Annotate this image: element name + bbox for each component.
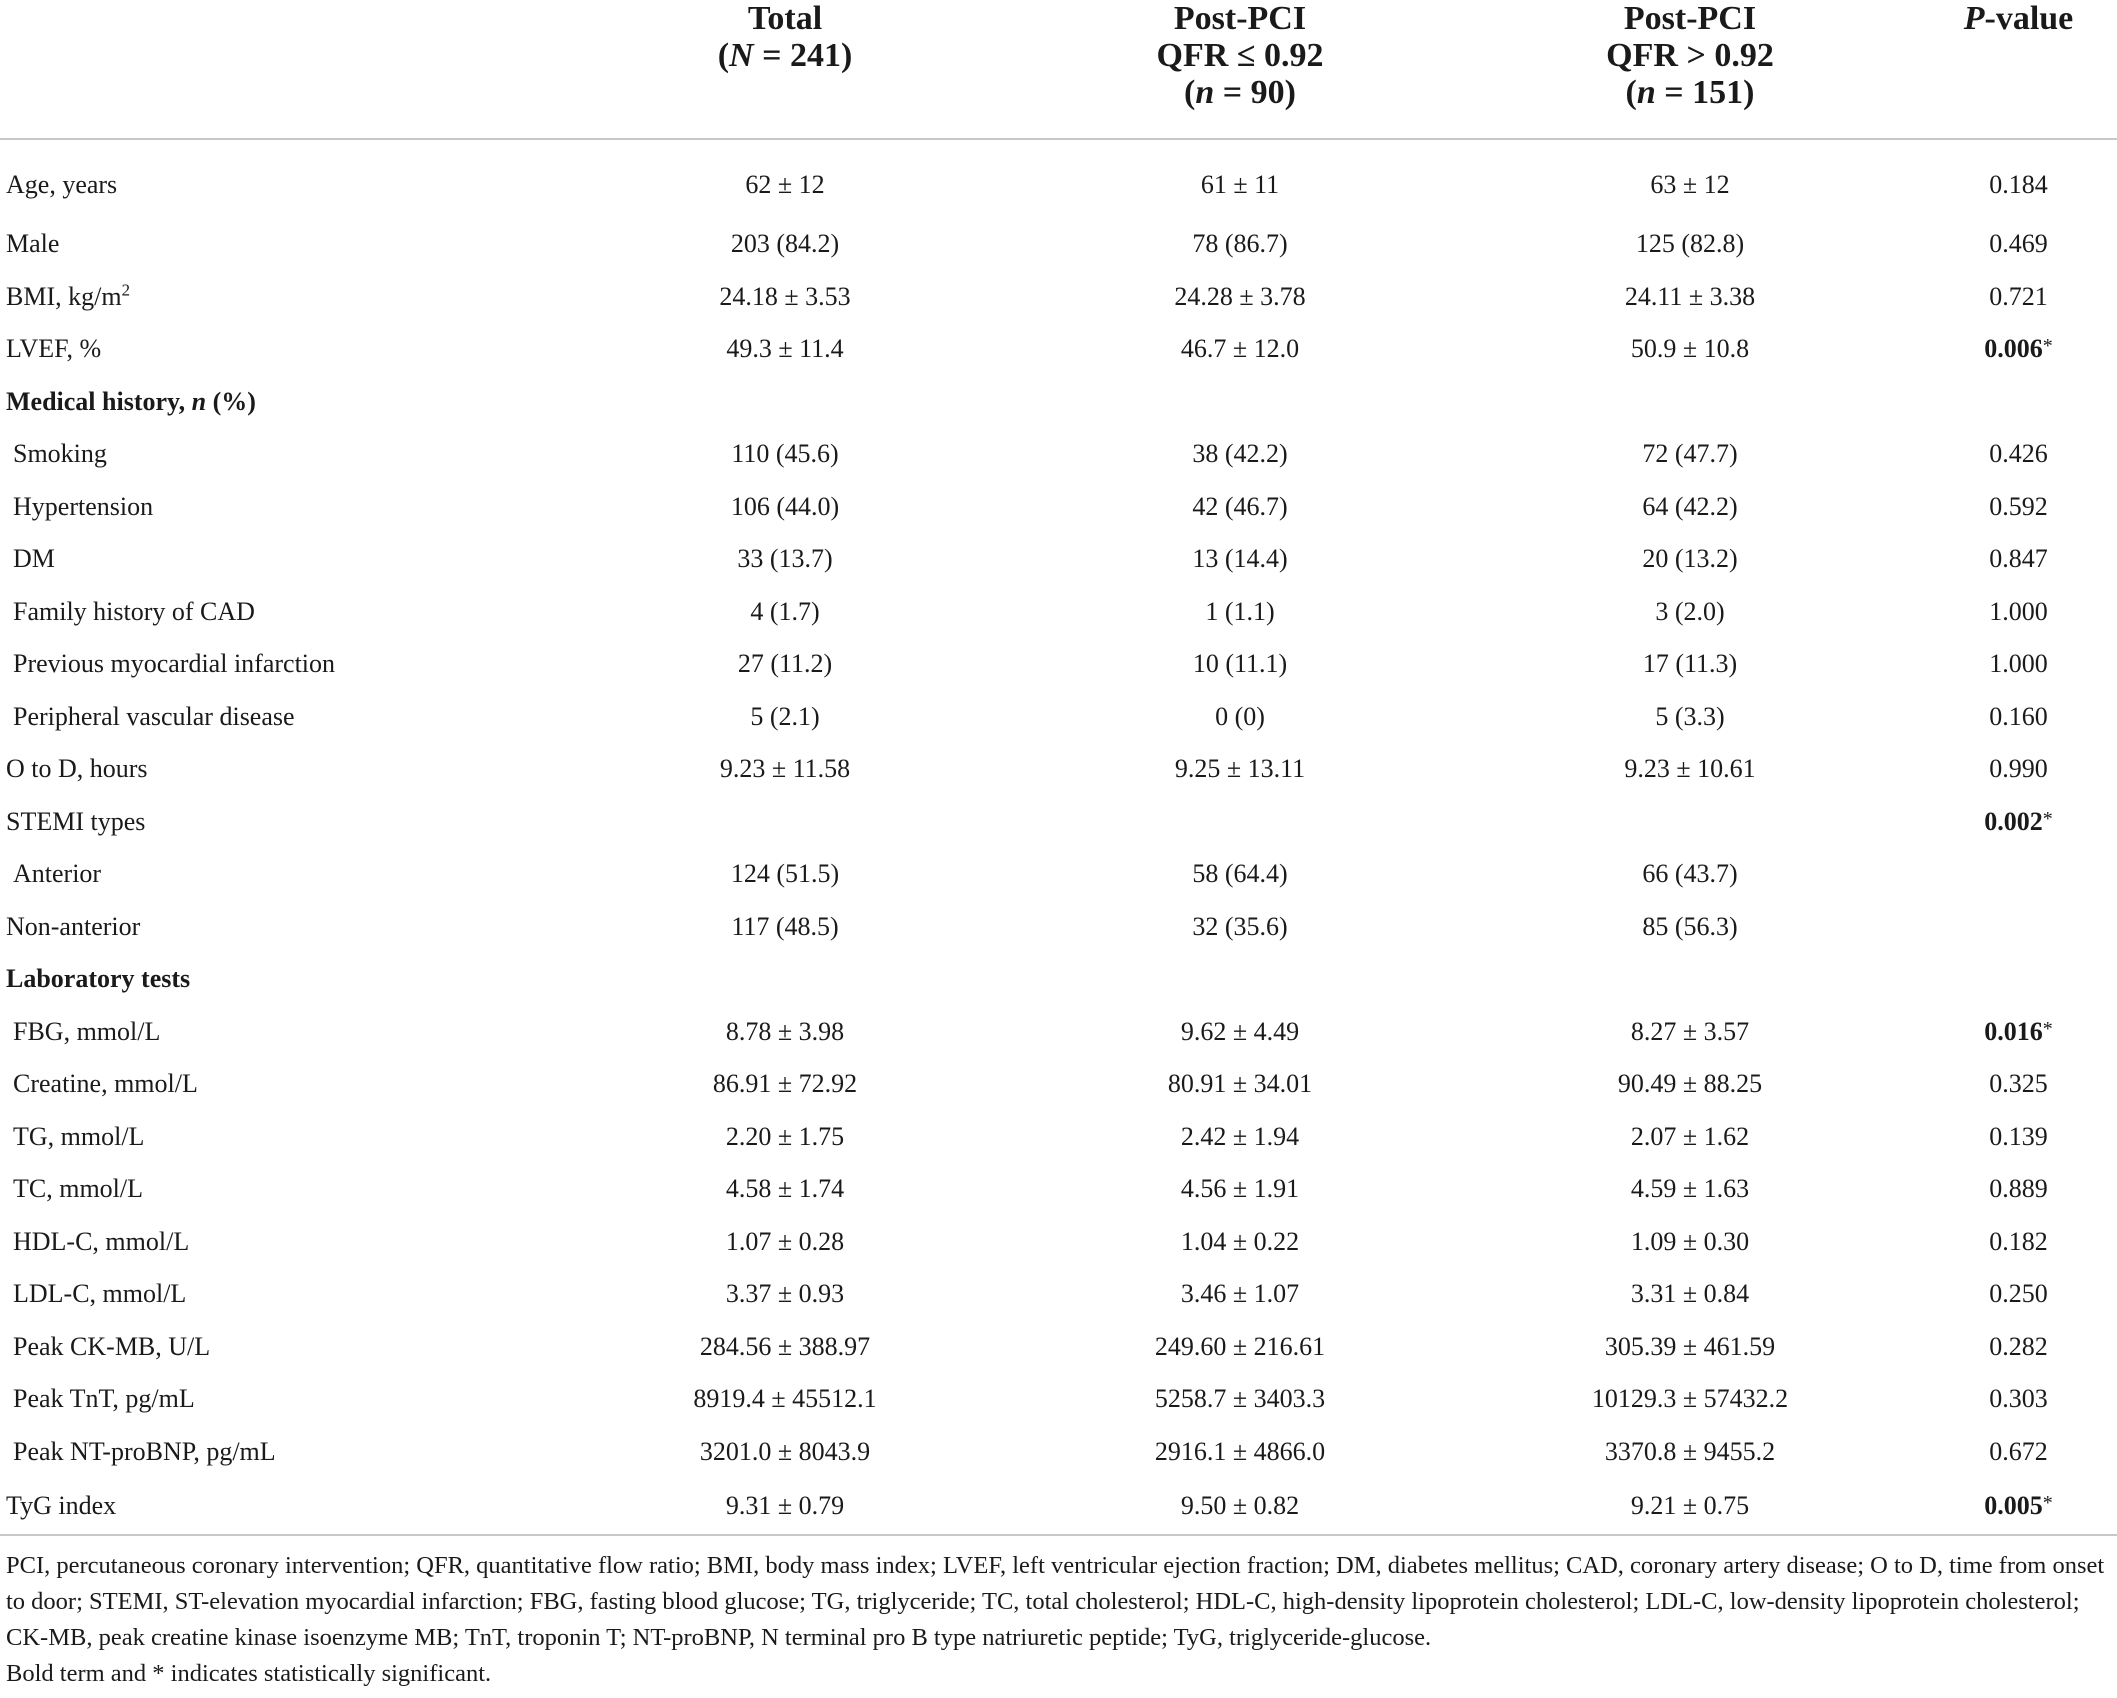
cell-qfr-high: 66 (43.7) — [1642, 859, 1738, 889]
cell-total: 33 (13.7) — [737, 544, 833, 574]
cell-qfr-high: 2.07 ± 1.62 — [1630, 1121, 1750, 1151]
cell-total: 8919.4 ± 45512.1 — [693, 1384, 877, 1414]
cell-p-value — [1920, 586, 2117, 639]
row-label-text: TyG index — [6, 1491, 117, 1520]
cell-p-value — [1920, 481, 2117, 534]
table-row — [0, 271, 2117, 324]
header-line: (n = 90) — [1184, 74, 1296, 111]
cell-total: 284.56 ± 388.97 — [699, 1331, 871, 1361]
header-row — [0, 0, 2117, 139]
p-value-text: 0.889 — [1989, 1174, 2048, 1204]
cell-total: 27 (11.2) — [737, 649, 833, 679]
table-row — [0, 1216, 2117, 1269]
cell-p-value — [1920, 1373, 2117, 1426]
cell-qfr-low: 61 ± 11 — [1200, 170, 1280, 199]
table-row — [0, 1006, 2117, 1059]
row-label-text: Medical history, n (%) — [6, 386, 256, 416]
cell-total: 5 (2.1) — [750, 701, 820, 731]
cell-total: 9.23 ± 11.58 — [719, 754, 851, 784]
p-value-text: 0.006 — [1984, 334, 2043, 364]
p-value-text: 0.303 — [1989, 1384, 2048, 1414]
table-row — [0, 1163, 2117, 1216]
cell-qfr-low: 80.91 ± 34.01 — [1167, 1069, 1313, 1099]
cell-qfr-high — [1460, 953, 1920, 1006]
cell-qfr-high: 64 (42.2) — [1642, 491, 1738, 521]
cell-qfr-high: 3370.8 ± 9455.2 — [1604, 1436, 1776, 1466]
row-label-text: Peak CK-MB, U/L — [13, 1331, 211, 1361]
cell-qfr-high: 3 (2.0) — [1655, 596, 1725, 626]
row-label — [0, 743, 550, 796]
table-row — [0, 953, 2117, 1006]
table-row — [0, 481, 2117, 534]
cell-qfr-high: 305.39 ± 461.59 — [1604, 1331, 1776, 1361]
cell-qfr-low: 9.25 ± 13.11 — [1174, 754, 1306, 784]
header-line: Post-PCI — [1173, 0, 1307, 37]
cell-qfr-low: 24.28 ± 3.78 — [1174, 281, 1306, 311]
cell-qfr-high: 8.27 ± 3.57 — [1630, 1016, 1750, 1046]
cell-qfr-low: 46.7 ± 12.0 — [1180, 334, 1300, 364]
cell-total — [550, 953, 1020, 1006]
row-label — [0, 586, 550, 639]
row-label-text: Smoking — [13, 439, 107, 469]
row-label — [0, 271, 550, 324]
p-value-text: 0.990 — [1989, 754, 2048, 784]
cell-total: 9.31 ± 0.79 — [550, 1478, 1020, 1535]
table-row — [0, 1478, 2117, 1535]
cell-p-value — [1920, 743, 2117, 796]
row-label-text: HDL-C, mmol/L — [13, 1226, 190, 1256]
cell-p-value — [1920, 796, 2117, 849]
cell-p-value — [1920, 691, 2117, 744]
cell-qfr-high: 125 (82.8) — [1635, 229, 1745, 259]
row-label-text: Male — [6, 229, 60, 259]
row-label — [0, 1111, 550, 1164]
table-row — [0, 796, 2117, 849]
abbreviations-note: PCI, percutaneous coronary intervention; QFR, quantitative flow ratio; BMI, body mass index; LVEF, left ventricular ejection fraction; DM, diabetes mellitus; CAD, coronary artery disease; O to D, time from onset to door; STEMI, ST-elevation myocardial infarction; FBG, fasting blood glucose; TG, triglyceride; TC, total cholesterol; HDL-C, high-density lipoprotein cholesterol; LDL-C, low-density lipoprotein cholesterol; CK-MB, peak creatine kinase isoenzyme MB; TnT, troponin T; NT-proBNP, N terminal pro B type natriuretic peptide; TyG, triglyceride-glucose. — [6, 1552, 2105, 1651]
row-label-text: LVEF, % — [6, 334, 102, 364]
cell-total: 86.91 ± 72.92 — [712, 1069, 858, 1099]
p-value-text: 0.182 — [1989, 1226, 2048, 1256]
p-value-text: 0.426 — [1989, 439, 2048, 469]
table-row — [0, 1373, 2117, 1426]
cell-qfr-low: 5258.7 ± 3403.3 — [1154, 1384, 1326, 1414]
cell-qfr-high: 72 (47.7) — [1642, 439, 1738, 469]
significance-marker: * — [2042, 807, 2053, 830]
cell-qfr-low: 4.56 ± 1.91 — [1180, 1174, 1300, 1204]
p-value-text: 1.000 — [1989, 649, 2048, 679]
table-footnote — [6, 1548, 2111, 1692]
p-value-text: 0.282 — [1989, 1331, 2048, 1361]
cell-qfr-high: 24.11 ± 3.38 — [1624, 281, 1756, 311]
p-value-text: 0.160 — [1989, 701, 2048, 731]
cell-total: 62 ± 12 — [745, 170, 825, 199]
cell-p-value — [1920, 323, 2117, 376]
p-value-text: 0.469 — [1989, 229, 2048, 259]
p-value-text: 0.139 — [1989, 1121, 2048, 1151]
cell-qfr-low: 13 (14.4) — [1192, 544, 1288, 574]
cell-qfr-low: 3.46 ± 1.07 — [1180, 1279, 1300, 1309]
cell-total: 1.07 ± 0.28 — [725, 1226, 845, 1256]
cell-total: 8.78 ± 3.98 — [725, 1016, 845, 1046]
row-label-text: Age, years — [6, 170, 118, 199]
cell-qfr-low: 1 (1.1) — [1205, 596, 1275, 626]
significance-note: Bold term and * indicates statistically significant. — [6, 1660, 492, 1687]
cell-qfr-low: 32 (35.6) — [1192, 911, 1288, 941]
p-value-text: 0.325 — [1989, 1069, 2048, 1099]
cell-qfr-high: 50.9 ± 10.8 — [1630, 334, 1750, 364]
row-label — [0, 533, 550, 586]
header-qfr-low — [1020, 0, 1460, 139]
row-label — [0, 901, 550, 954]
cell-total: 49.3 ± 11.4 — [726, 334, 844, 364]
cell-qfr-high: 1.09 ± 0.30 — [1630, 1226, 1750, 1256]
table-row — [0, 533, 2117, 586]
row-label-text: Laboratory tests — [6, 964, 191, 994]
table-row — [0, 323, 2117, 376]
row-label — [0, 323, 550, 376]
cell-p-value — [1920, 1216, 2117, 1269]
cell-qfr-low: 2916.1 ± 4866.0 — [1154, 1436, 1326, 1466]
row-label-text: Family history of CAD — [13, 596, 255, 626]
header-total — [550, 0, 1020, 139]
row-label — [0, 1216, 550, 1269]
header-label-column — [0, 0, 550, 139]
significance-marker: * — [2042, 1017, 2053, 1040]
cell-qfr-high: 5 (3.3) — [1655, 701, 1725, 731]
row-label — [0, 638, 550, 691]
cell-p-value — [1920, 271, 2117, 324]
table-row — [0, 428, 2117, 481]
cell-p-value — [1920, 428, 2117, 481]
row-label — [0, 218, 550, 271]
row-label — [0, 376, 550, 429]
table-row — [0, 638, 2117, 691]
row-label — [0, 428, 550, 481]
row-label-text: Hypertension — [13, 491, 154, 521]
row-label-text: Peak NT-proBNP, pg/mL — [13, 1436, 276, 1466]
cell-qfr-low: 2.42 ± 1.94 — [1180, 1121, 1300, 1151]
row-label — [0, 796, 550, 849]
cell-p-value — [1920, 1006, 2117, 1059]
table-row — [0, 1111, 2117, 1164]
table-row — [0, 691, 2117, 744]
cell-p-value — [1920, 848, 2117, 901]
table-row — [0, 901, 2117, 954]
cell-qfr-high: 9.21 ± 0.75 — [1460, 1478, 1920, 1535]
table-row — [0, 1321, 2117, 1374]
table-row — [0, 376, 2117, 429]
cell-total: 2.20 ± 1.75 — [725, 1121, 845, 1151]
header-line: (N = 241) — [717, 37, 853, 74]
table-row — [0, 1058, 2117, 1111]
cell-qfr-low — [1020, 376, 1460, 429]
significance-marker: * — [2042, 335, 2053, 358]
cell-p-value — [1920, 1321, 2117, 1374]
row-label-text: DM — [13, 544, 55, 574]
row-label — [0, 1058, 550, 1111]
table-header — [0, 0, 2117, 139]
row-label — [0, 1163, 550, 1216]
cell-total — [550, 376, 1020, 429]
header-line: QFR ≤ 0.92 — [1156, 37, 1324, 74]
p-value-text: 0.002 — [1984, 806, 2043, 836]
header-line: QFR > 0.92 — [1606, 37, 1774, 74]
superscript: 2 — [121, 280, 131, 300]
cell-qfr-low: 9.62 ± 4.49 — [1180, 1016, 1300, 1046]
cell-qfr-high: 20 (13.2) — [1642, 544, 1738, 574]
row-label-text: FBG, mmol/L — [13, 1016, 161, 1046]
cell-qfr-low: 0 (0) — [1215, 701, 1265, 731]
cell-total: 4.58 ± 1.74 — [725, 1174, 845, 1204]
cell-p-value — [1920, 638, 2117, 691]
row-label — [0, 1321, 550, 1374]
table-row — [0, 743, 2117, 796]
cell-total: 117 (48.5) — [731, 911, 839, 941]
cell-p-value — [1920, 1478, 2117, 1535]
cell-qfr-high: 63 ± 12 — [1650, 170, 1730, 199]
header-p-value — [1920, 0, 2117, 139]
cell-qfr-high — [1460, 796, 1920, 849]
row-label — [0, 953, 550, 1006]
p-value-text: 0.005 — [1984, 1491, 2043, 1520]
row-label-text: TG, mmol/L — [13, 1121, 145, 1151]
cell-total: 106 (44.0) — [730, 491, 840, 521]
header-line: Post-PCI — [1623, 0, 1757, 37]
table-row — [0, 1268, 2117, 1321]
p-value-text: 0.184 — [1989, 170, 2048, 199]
p-value-text: 0.016 — [1984, 1016, 2043, 1046]
cell-qfr-high: 10129.3 ± 57432.2 — [1591, 1384, 1789, 1414]
table-row — [0, 218, 2117, 271]
cell-p-value — [1920, 1111, 2117, 1164]
row-label — [0, 481, 550, 534]
p-value-text: 0.721 — [1989, 281, 2048, 311]
row-label-text: TC, mmol/L — [13, 1174, 143, 1204]
cell-qfr-low: 38 (42.2) — [1192, 439, 1288, 469]
row-label-text: Previous myocardial infarction — [13, 649, 336, 679]
cell-qfr-high: 4.59 ± 1.63 — [1630, 1174, 1750, 1204]
cell-total: 4 (1.7) — [750, 596, 820, 626]
table-row — [0, 848, 2117, 901]
row-label-text: Peripheral vascular disease — [13, 701, 295, 731]
row-label — [0, 1373, 550, 1426]
table-row — [0, 586, 2117, 639]
row-label-text: O to D, hours — [6, 754, 148, 784]
cell-qfr-high: 9.23 ± 10.61 — [1624, 754, 1756, 784]
header-line: (n = 151) — [1625, 74, 1755, 111]
row-label-text: BMI, kg/m — [6, 281, 122, 311]
cell-qfr-high — [1460, 376, 1920, 429]
cell-p-value — [1920, 1163, 2117, 1216]
header-line: P-value — [1963, 0, 2074, 37]
cell-qfr-low: 249.60 ± 216.61 — [1154, 1331, 1326, 1361]
cell-p-value — [1920, 1268, 2117, 1321]
cell-p-value — [1920, 376, 2117, 429]
cell-qfr-low: 9.50 ± 0.82 — [1020, 1478, 1460, 1535]
p-value-text: 0.847 — [1989, 544, 2048, 574]
cell-total: 110 (45.6) — [731, 439, 839, 469]
row-label — [0, 848, 550, 901]
p-value-text: 1.000 — [1989, 596, 2048, 626]
cell-total: 3.37 ± 0.93 — [725, 1279, 845, 1309]
cell-p-value — [1920, 1426, 2117, 1479]
cell-p-value — [1920, 533, 2117, 586]
header-line: Total — [747, 0, 823, 37]
row-label-text: Creatine, mmol/L — [13, 1069, 198, 1099]
cell-qfr-low: 58 (64.4) — [1192, 859, 1288, 889]
row-label-text: Non-anterior — [6, 911, 141, 941]
row-label — [0, 1268, 550, 1321]
cell-total: 203 (84.2) — [730, 229, 840, 259]
cell-total: 124 (51.5) — [730, 859, 840, 889]
cell-total — [550, 796, 1020, 849]
cell-qfr-low: 78 (86.7) — [1192, 229, 1288, 259]
cell-qfr-high: 90.49 ± 88.25 — [1617, 1069, 1763, 1099]
cell-total: 3201.0 ± 8043.9 — [699, 1436, 871, 1466]
cell-total: 24.18 ± 3.53 — [719, 281, 851, 311]
p-value-text: 0.250 — [1989, 1279, 2048, 1309]
row-label — [0, 1478, 550, 1535]
row-label-text: Anterior — [13, 859, 102, 889]
cell-qfr-low: 1.04 ± 0.22 — [1180, 1226, 1300, 1256]
cell-p-value — [1920, 901, 2117, 954]
row-label — [0, 691, 550, 744]
table-row — [0, 1426, 2117, 1479]
p-value-text: 0.592 — [1989, 491, 2048, 521]
cell-qfr-high: 3.31 ± 0.84 — [1630, 1279, 1750, 1309]
cell-qfr-low — [1020, 953, 1460, 1006]
row-label — [0, 1006, 550, 1059]
row-label-text: LDL-C, mmol/L — [13, 1279, 187, 1309]
cell-qfr-low — [1020, 796, 1460, 849]
table-row — [0, 139, 2117, 218]
cell-qfr-low: 10 (11.1) — [1192, 649, 1288, 679]
cell-qfr-high: 17 (11.3) — [1642, 649, 1738, 679]
cell-qfr-high: 85 (56.3) — [1642, 911, 1738, 941]
table-body — [0, 139, 2117, 1535]
cell-p-value — [1920, 953, 2117, 1006]
row-label — [0, 1426, 550, 1479]
cell-qfr-low: 42 (46.7) — [1192, 491, 1288, 521]
row-label-text: STEMI types — [6, 806, 146, 836]
significance-marker: * — [2042, 1492, 2053, 1514]
cell-p-value — [1920, 218, 2117, 271]
row-label — [0, 139, 550, 218]
cell-p-value — [1920, 139, 2117, 218]
row-label-text: Peak TnT, pg/mL — [13, 1384, 195, 1414]
header-qfr-high — [1460, 0, 1920, 139]
cell-p-value — [1920, 1058, 2117, 1111]
p-value-text: 0.672 — [1989, 1436, 2048, 1466]
